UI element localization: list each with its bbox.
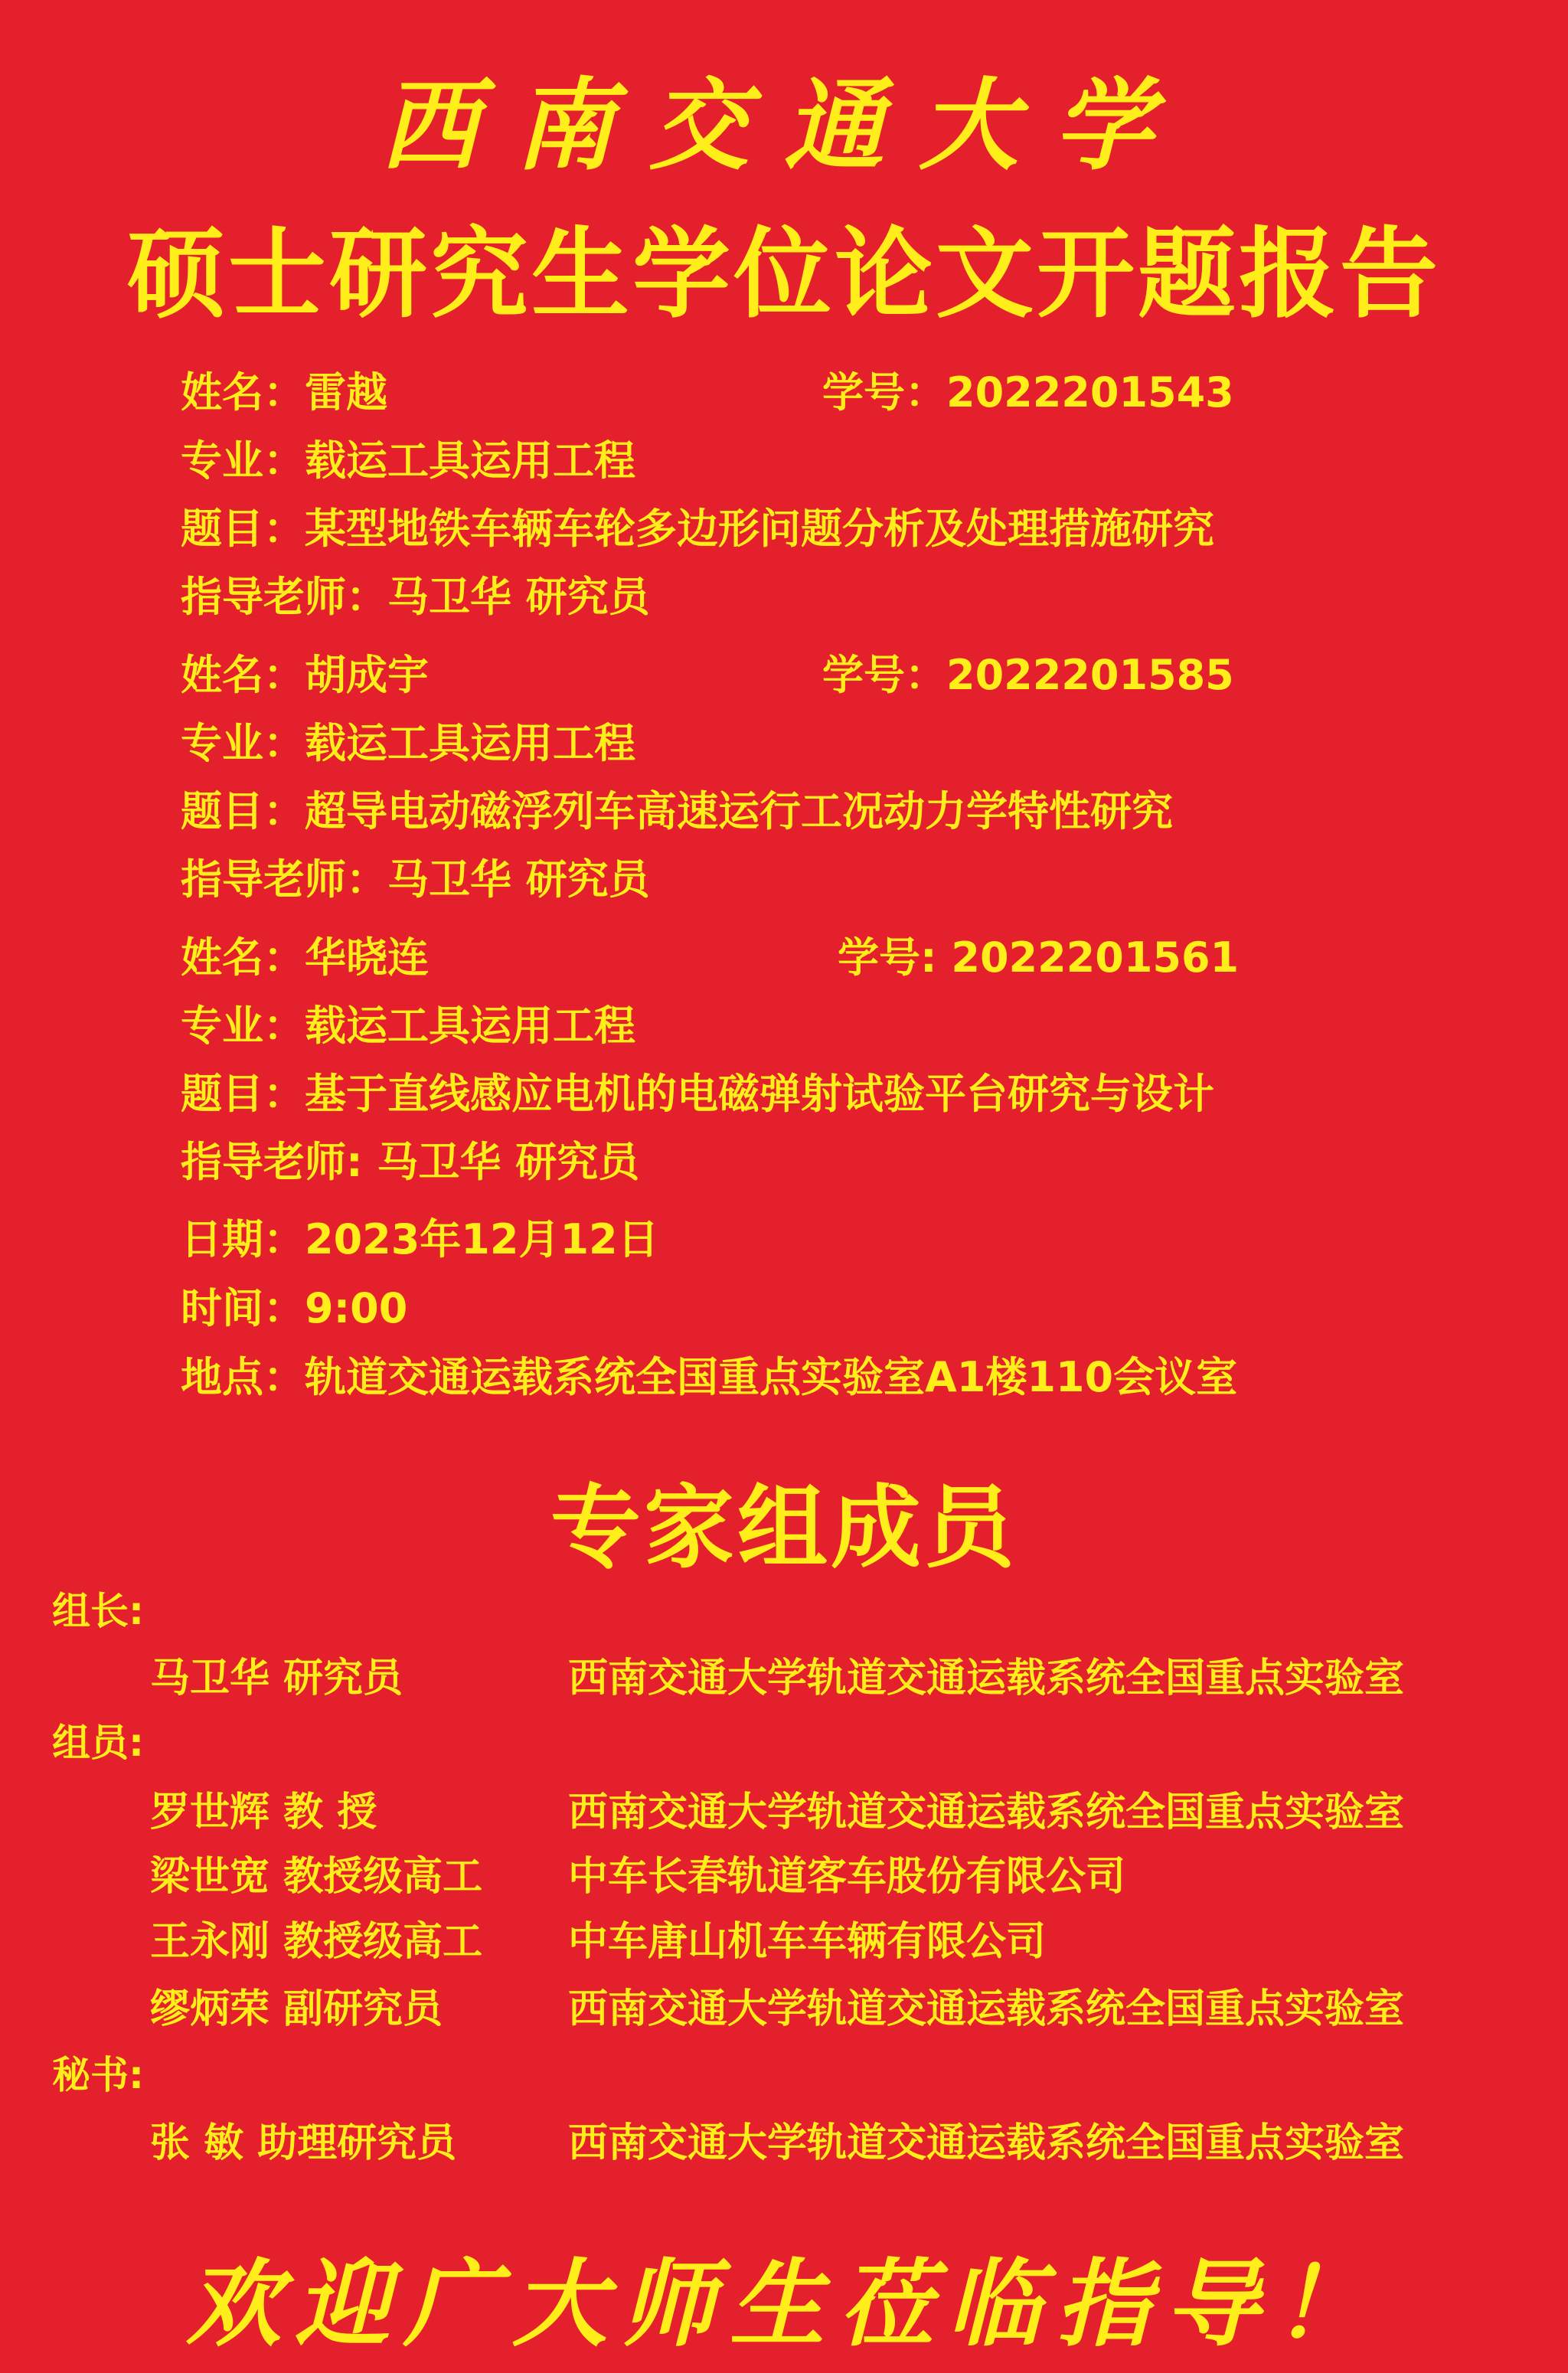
thesis-topic: 题目：基于直线感应电机的电磁弹射试验平台研究与设计 [181,1070,1214,1118]
student-major: 专业：载运工具运用工程 [181,719,635,767]
student-name: 姓名：雷越 [181,368,387,417]
student-id: 学号: 2022201561 [838,933,1240,982]
location-line: 地点：轨道交通运载系统全国重点实验室A1楼110会议室 [181,1353,1238,1401]
student-name: 姓名：华晓连 [181,933,429,982]
advisor: 指导老师：马卫华 研究员 [181,855,650,904]
member-name: 梁世宽 教授级高工 [150,1854,483,1900]
report-title: 硕士研究生学位论文开题报告 [126,217,1441,332]
thesis-topic: 题目：超导电动磁浮列车高速运行工况动力学特性研究 [181,787,1173,835]
member-org: 西南交通大学轨道交通运载系统全国重点实验室 [568,1790,1405,1835]
student-name: 姓名：胡成宇 [181,651,429,699]
member-name: 缪炳荣 副研究员 [150,1986,443,2032]
member-org: 西南交通大学轨道交通运载系统全国重点实验室 [568,1986,1405,2032]
leader-label: 组长: [52,1589,144,1633]
welcome-slogan: 欢迎广大师生莅临指导！ [185,2249,1382,2360]
secretary-name: 张 敏 助理研究员 [150,2120,457,2166]
member-name: 王永刚 教授级高工 [150,1919,483,1965]
member-org: 中车唐山机车车辆有限公司 [568,1919,1047,1965]
member-org: 中车长春轨道客车股份有限公司 [568,1854,1126,1900]
leader-org: 西南交通大学轨道交通运载系统全国重点实验室 [568,1656,1405,1701]
thesis-topic: 题目：某型地铁车辆车轮多边形问题分析及处理措施研究 [181,505,1214,553]
advisor: 指导老师：马卫华 研究员 [181,573,650,621]
time-line: 时间：9:00 [181,1284,408,1332]
student-id: 学号：2022201543 [822,368,1234,417]
date-line: 日期：2023年12月12日 [181,1215,659,1263]
student-major: 专业：载运工具运用工程 [181,436,635,485]
committee-title: 专家组成员 [550,1475,1018,1580]
members-label: 组员: [52,1721,144,1765]
university-name: 西南交通大学 [379,67,1188,184]
secretary-label: 秘书: [52,2053,144,2097]
student-id: 学号：2022201585 [822,651,1234,699]
student-major: 专业：载运工具运用工程 [181,1002,635,1050]
secretary-org: 西南交通大学轨道交通运载系统全国重点实验室 [568,2120,1405,2166]
member-name: 罗世辉 教 授 [150,1790,377,1835]
advisor: 指导老师: 马卫华 研究员 [181,1138,640,1186]
leader-name: 马卫华 研究员 [150,1656,403,1701]
